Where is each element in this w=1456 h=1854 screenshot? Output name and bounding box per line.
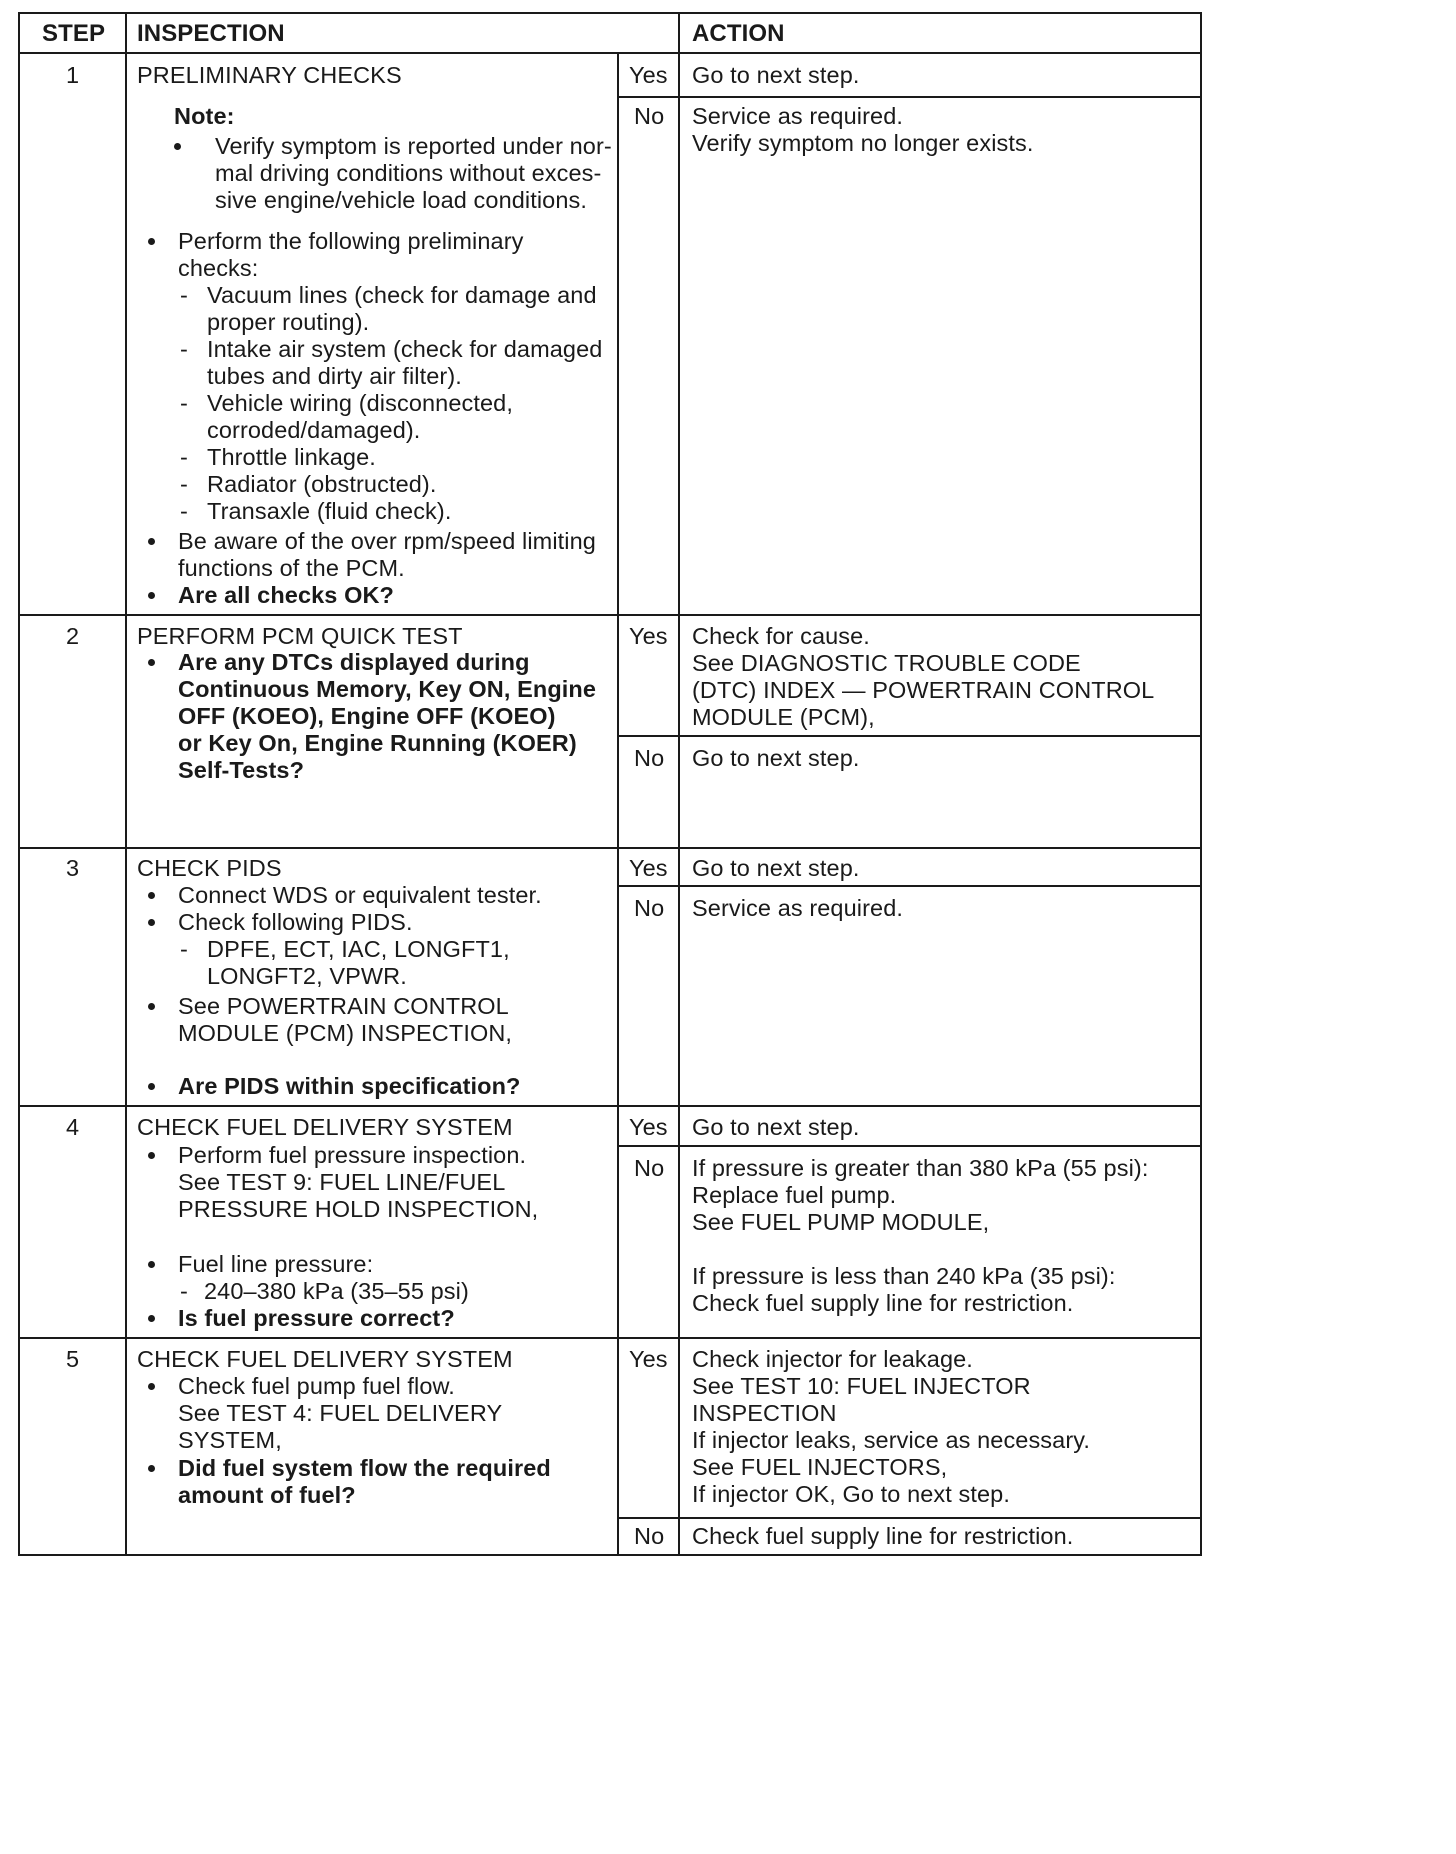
no-label: No — [634, 103, 665, 129]
step-title: CHECK PIDS — [137, 855, 282, 881]
action-text: Check fuel supply line for restriction. — [692, 1523, 1074, 1549]
inspection-subitem: LONGFT2, VPWR. — [207, 963, 407, 989]
bullet-icon — [148, 1315, 155, 1322]
dash-marker: - — [180, 390, 188, 416]
inspection-item: Connect WDS or equivalent tester. — [178, 882, 542, 908]
inspection-subitem: DPFE, ECT, IAC, LONGFT1, — [207, 936, 510, 962]
action-text: If injector OK, Go to next step. — [692, 1481, 1010, 1507]
bullet-icon — [148, 919, 155, 926]
no-label: No — [634, 745, 665, 771]
bullet-icon — [148, 1383, 155, 1390]
action-text: Go to next step. — [692, 1114, 860, 1140]
inspection-subitem: 240–380 kPa (35–55 psi) — [204, 1278, 469, 1304]
yes-no-rule — [617, 96, 1200, 98]
action-text: Replace fuel pump. — [692, 1182, 897, 1208]
yes-no-rule — [617, 1517, 1200, 1519]
step-number: 2 — [66, 623, 80, 649]
dash-marker: - — [180, 471, 188, 497]
bullet-icon — [148, 1465, 155, 1472]
inspection-subitem: proper routing). — [207, 309, 370, 335]
table-border-top — [18, 12, 1202, 14]
col-rule-action — [678, 12, 680, 1554]
table-border-left — [18, 12, 20, 1556]
yes-label: Yes — [629, 1346, 668, 1372]
step-number: 5 — [66, 1346, 80, 1372]
action-text: If pressure is greater than 380 kPa (55 psi): — [692, 1155, 1149, 1181]
action-text: (DTC) INDEX — POWERTRAIN CONTROL — [692, 677, 1155, 703]
step-title: PERFORM PCM QUICK TEST — [137, 623, 463, 649]
action-text: Go to next step. — [692, 855, 860, 881]
inspection-subitem: Throttle linkage. — [207, 444, 376, 470]
inspection-item: SYSTEM, — [178, 1427, 282, 1453]
bullet-icon — [148, 1003, 155, 1010]
action-text: Check fuel supply line for restriction. — [692, 1290, 1074, 1316]
dash-marker: - — [180, 498, 188, 524]
yes-label: Yes — [629, 623, 668, 649]
bullet-icon — [148, 1152, 155, 1159]
inspection-question: Are any DTCs displayed during — [178, 649, 530, 675]
inspection-item: Fuel line pressure: — [178, 1251, 374, 1277]
inspection-subitem: Radiator (obstructed). — [207, 471, 437, 497]
bullet-icon — [148, 1261, 155, 1268]
inspection-item: See TEST 9: FUEL LINE/FUEL — [178, 1169, 506, 1195]
bullet-icon — [148, 592, 155, 599]
inspection-item: See TEST 4: FUEL DELIVERY — [178, 1400, 503, 1426]
bullet-icon — [174, 143, 181, 150]
inspection-question: OFF (KOEO), Engine OFF (KOEO) — [178, 703, 556, 729]
col-rule-yesno — [617, 614, 619, 847]
row-rule — [18, 614, 1200, 616]
step-title: CHECK FUEL DELIVERY SYSTEM — [137, 1346, 513, 1372]
header-action: ACTION — [692, 20, 785, 47]
no-label: No — [634, 1155, 665, 1181]
action-text: Verify symptom no longer exists. — [692, 130, 1034, 156]
inspection-subitem: Vehicle wiring (disconnected, — [207, 390, 513, 416]
action-text: Go to next step. — [692, 745, 860, 771]
inspection-question: Is fuel pressure correct? — [178, 1305, 455, 1331]
bullet-icon — [148, 238, 155, 245]
dash-marker: - — [180, 282, 188, 308]
inspection-item: Perform the following preliminary — [178, 228, 524, 254]
inspection-item: PRESSURE HOLD INSPECTION, — [178, 1196, 539, 1222]
inspection-subitem: Intake air system (check for damaged — [207, 336, 603, 362]
table-border-right — [1200, 12, 1202, 1556]
inspection-item: Check fuel pump fuel flow. — [178, 1373, 455, 1399]
inspection-item: Perform fuel pressure inspection. — [178, 1142, 527, 1168]
inspection-question: or Key On, Engine Running (KOER) — [178, 730, 577, 756]
note-text: mal driving conditions without exces- — [215, 160, 602, 186]
inspection-question: amount of fuel? — [178, 1482, 356, 1508]
note-text: Verify symptom is reported under nor- — [215, 133, 612, 159]
action-text: Service as required. — [692, 103, 903, 129]
inspection-item: See POWERTRAIN CONTROL — [178, 993, 509, 1019]
col-rule-yesno — [617, 1105, 619, 1337]
dash-marker: - — [180, 936, 188, 962]
inspection-item: MODULE (PCM) INSPECTION, — [178, 1020, 513, 1046]
inspection-item: Be aware of the over rpm/speed limiting — [178, 528, 596, 554]
action-text: Service as required. — [692, 895, 903, 921]
dash-marker: - — [180, 336, 188, 362]
yes-no-rule — [617, 1145, 1200, 1147]
col-rule-yesno — [617, 1337, 619, 1554]
step-title: CHECK FUEL DELIVERY SYSTEM — [137, 1114, 513, 1140]
step-number: 4 — [66, 1114, 80, 1140]
inspection-item: functions of the PCM. — [178, 555, 405, 581]
inspection-subitem: tubes and dirty air filter). — [207, 363, 462, 389]
bullet-icon — [148, 1083, 155, 1090]
yes-no-rule — [617, 885, 1200, 887]
inspection-question: Self-Tests? — [178, 757, 305, 783]
yes-label: Yes — [629, 855, 668, 881]
inspection-subitem: corroded/damaged). — [207, 417, 421, 443]
action-text: INSPECTION — [692, 1400, 837, 1426]
inspection-item: Check following PIDS. — [178, 909, 413, 935]
bullet-icon — [148, 659, 155, 666]
col-rule-yesno — [617, 52, 619, 614]
action-text: Go to next step. — [692, 62, 860, 88]
action-text: See DIAGNOSTIC TROUBLE CODE — [692, 650, 1081, 676]
note-text: sive engine/vehicle load conditions. — [215, 187, 588, 213]
note-label: Note: — [174, 103, 235, 129]
action-text: MODULE (PCM), — [692, 704, 875, 730]
action-text: See TEST 10: FUEL INJECTOR — [692, 1373, 1031, 1399]
action-text: Check injector for leakage. — [692, 1346, 973, 1372]
col-rule-step — [125, 12, 127, 1554]
action-text: See FUEL INJECTORS, — [692, 1454, 948, 1480]
row-rule — [18, 1105, 1200, 1107]
action-text: If injector leaks, service as necessary. — [692, 1427, 1090, 1453]
inspection-question: Are all checks OK? — [178, 582, 395, 608]
step-number: 3 — [66, 855, 80, 881]
bullet-icon — [148, 892, 155, 899]
header-step: STEP — [42, 20, 106, 47]
yes-label: Yes — [629, 62, 668, 88]
header-rule — [18, 52, 1200, 54]
no-label: No — [634, 1523, 665, 1549]
header-inspection: INSPECTION — [137, 20, 285, 47]
action-text: See FUEL PUMP MODULE, — [692, 1209, 990, 1235]
bullet-icon — [148, 538, 155, 545]
inspection-subitem: Transaxle (fluid check). — [207, 498, 452, 524]
dash-marker: - — [180, 444, 188, 470]
action-text: Check for cause. — [692, 623, 870, 649]
yes-label: Yes — [629, 1114, 668, 1140]
step-number: 1 — [66, 62, 80, 88]
inspection-item: checks: — [178, 255, 259, 281]
table-border-bottom — [18, 1554, 1202, 1556]
row-rule — [18, 1337, 1200, 1339]
row-rule — [18, 847, 1200, 849]
inspection-question: Continuous Memory, Key ON, Engine — [178, 676, 597, 702]
yes-no-rule — [617, 735, 1200, 737]
dash-marker: - — [180, 1278, 188, 1304]
no-label: No — [634, 895, 665, 921]
inspection-question: Are PIDS within specification? — [178, 1073, 521, 1099]
inspection-subitem: Vacuum lines (check for damage and — [207, 282, 597, 308]
inspection-question: Did fuel system flow the required — [178, 1455, 551, 1481]
action-text: If pressure is less than 240 kPa (35 psi): — [692, 1263, 1116, 1289]
step-title: PRELIMINARY CHECKS — [137, 62, 402, 88]
